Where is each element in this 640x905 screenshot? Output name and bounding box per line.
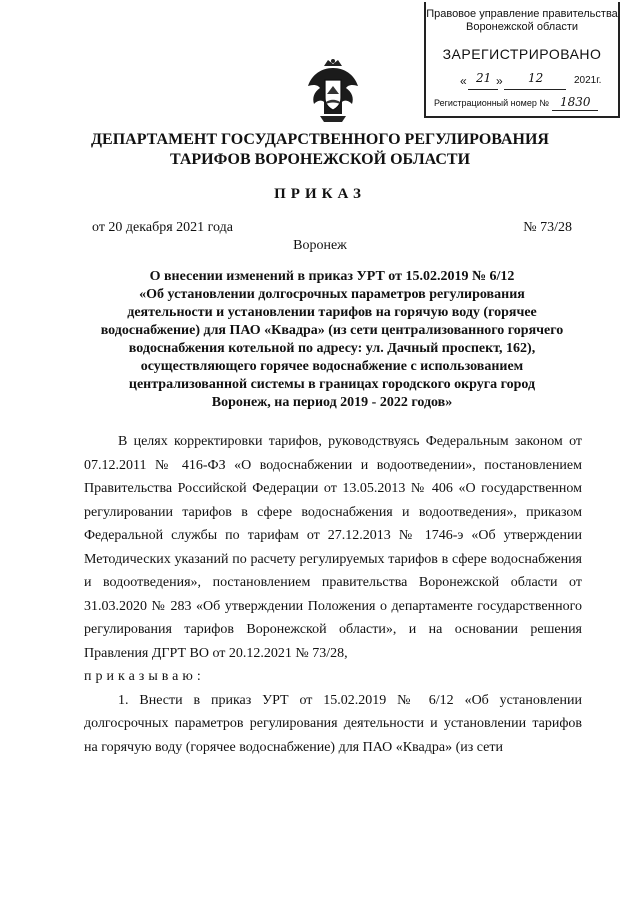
stamp-registered: ЗАРЕГИСТРИРОВАНО <box>442 46 602 62</box>
stamp-organization: Правовое управление правительства Воронежской области <box>426 8 618 33</box>
stamp-year: 2021г. <box>574 75 602 86</box>
order-word: приказываю: <box>84 669 205 684</box>
document-date: от 20 декабря 2021 года <box>92 220 233 235</box>
stamp-reg-number-value: 1830 <box>560 95 591 109</box>
stamp-day: 21 <box>476 71 492 85</box>
body-paragraph-1: В целях корректировки тарифов, руководствуясь Федеральным законом от 07.12.2011 № 416-ФЗ «О водоснабжении и водоотведении», постановлением Правительства Российской Федерации от 13.05.2013 № 406 «О государственном регулировании тарифов в сфере водоснабжения и водоотведения», приказом Федеральной службы по тарифам от 27.12.2013 № 1746-э «Об утверждении Методических указаний по расчету регулируемых тарифов в сфере водоснабжения и водоотведения», постановлением правительства Воронежской области от 31.03.2020 № 283 «Об утверждении Положения о департаменте государственного регулирования тарифов Воронежской области», и на основании решения Правления ДГРТ ВО от 20.12.2021 № 73/28, <box>84 434 582 661</box>
document-type: ПРИКАЗ <box>274 186 366 202</box>
document-title: О внесении изменений в приказ УРТ от 15.02.2019 № 6/12 «Об установлении долгосрочных параметров регулирования деятельности и установлении тарифов на горячую воду (горячее водоснабжение) для ПАО «Квадра» (из сети централизованного горячего водоснабжения котельной по адресу: ул. Дачный проспект, 162), осуществляющего горячее водоснабжение с использованием централизованной системы в границах городского округа город Воронеж, на период 2019 - 2022 годов» <box>100 269 564 410</box>
registration-stamp: Правовое управление правительства Воронежской области ЗАРЕГИСТРИРОВАНО « 21 » 12 2021г. Регистрационный номер № 1830 <box>424 2 620 118</box>
document-body <box>84 430 582 759</box>
stamp-month: 12 <box>528 71 544 85</box>
stamp-reg-number: Регистрационный номер № 1830 <box>434 98 616 108</box>
body-paragraph-2: 1. Внести в приказ УРТ от 15.02.2019 № 6/12 «Об установлении долгосрочных параметров регулирования деятельности и установлении тарифов на горячую воду (горячее водоснабжение) для ПАО «Квадра» (из сети <box>84 692 582 755</box>
department-name: ДЕПАРТАМЕНТ ГОСУДАРСТВЕННОГО РЕГУЛИРОВАНИЯ ТАРИФОВ ВОРОНЕЖСКОЙ ОБЛАСТИ <box>91 131 549 168</box>
document-number: № 73/28 <box>523 220 572 235</box>
document-city: Воронеж <box>293 238 347 253</box>
coat-of-arms-icon <box>304 58 362 124</box>
